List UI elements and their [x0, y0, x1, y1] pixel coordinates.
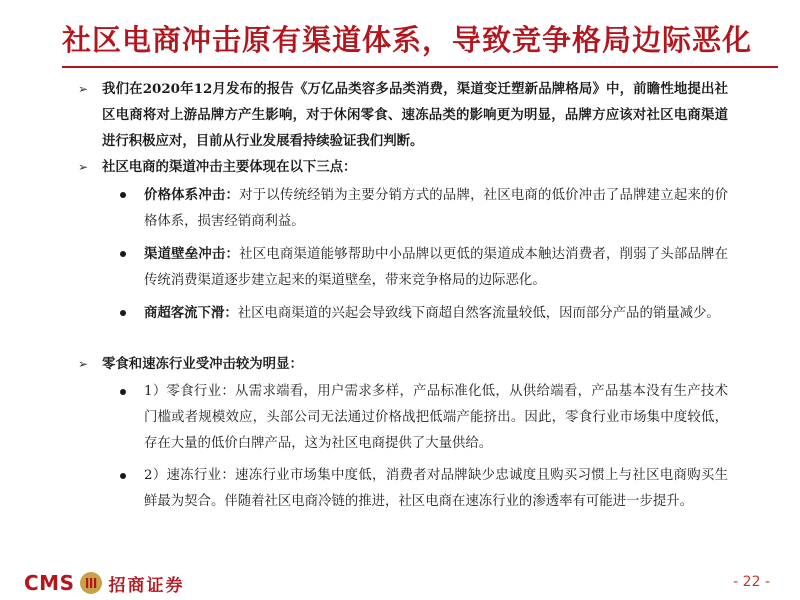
logo-latin: CMS	[24, 571, 75, 595]
bullet-section-channel-impact	[78, 154, 728, 180]
industry-list	[78, 379, 728, 515]
item-body: 2）速冻行业：速冻行业市场集中度低，消费者对品牌缺少忠诚度且购买习惯上与社区电商购买生鲜最为契合。伴随着社区电商冷链的推进，社区电商在速冻行业的渗透率有可能进一步提升。	[144, 468, 728, 509]
dot-bullet-icon	[120, 310, 126, 316]
arrow-bullet-icon: ➢	[78, 160, 89, 174]
dot-bullet-icon	[120, 389, 126, 395]
dot-bullet-icon	[120, 192, 126, 198]
dot-bullet-icon	[120, 251, 126, 257]
page-number: - 22 -	[733, 574, 770, 590]
cms-badge-icon	[80, 572, 102, 594]
arrow-bullet-icon: ➢	[78, 82, 89, 96]
list-item-snack-industry	[120, 379, 728, 457]
section-heading: 社区电商的渠道冲击主要体现在以下三点：	[102, 159, 357, 175]
item-lead: 价格体系冲击：	[144, 187, 240, 203]
item-body: 社区电商渠道的兴起会导致线下商超自然客流量较低，因而部分产品的销量减少。	[237, 306, 720, 321]
list-item-price-system	[120, 182, 728, 235]
item-body: 社区电商渠道能够帮助中小品牌以更低的渠道成本触达消费者，削弱了头部品牌在传统消费渠道逐步建立起来的渠道壁垒，带来竞争格局的边际恶化。	[144, 247, 729, 288]
logo-chinese: 招商证券	[108, 575, 185, 596]
item-body: 1）零食行业：从需求端看，用户需求多样，产品标准化低，从供给端看，产品基本没有生产技术门槛或者规模效应，头部公司无法通过价格战把低端产能挤出。因此，零食行业市场集中度较低，存在大量的低价白牌产品，这为社区电商提供了大量供给。	[144, 384, 728, 451]
content-body	[78, 76, 728, 521]
slide-title: 社区电商冲击原有渠道体系，导致竞争格局边际恶化	[62, 23, 753, 57]
arrow-bullet-icon: ➢	[78, 357, 89, 371]
list-item-supermarket-traffic	[120, 300, 728, 327]
item-body: 对于以传统经销为主要分销方式的品牌，社区电商的低价冲击了品牌建立起来的价格体系，损害经销商利益。	[144, 188, 729, 229]
bullet-section-report-reference	[78, 76, 728, 154]
channel-impact-list	[78, 182, 728, 327]
list-item-frozen-industry	[120, 463, 728, 515]
bullet-section-industries	[78, 351, 728, 377]
section-text: 我们在2020年12月发布的报告《万亿品类容多品类消费，渠道变迁塑新品牌格局》中，前瞻性地提出社区电商将对上游品牌方产生影响，对于休闲零食、速冻品类的影响更为明显，品牌方应该对社区电商渠道进行积极应对，目前从行业发展看持续验证我们判断。	[102, 81, 728, 149]
list-item-channel-barrier	[120, 241, 728, 294]
title-divider	[62, 66, 778, 68]
item-lead: 渠道壁垒冲击：	[144, 246, 240, 262]
company-logo	[24, 570, 184, 596]
section-heading: 零食和速冻行业受冲击较为明显：	[102, 356, 303, 372]
item-lead: 商超客流下滑：	[144, 305, 238, 321]
dot-bullet-icon	[120, 473, 126, 479]
